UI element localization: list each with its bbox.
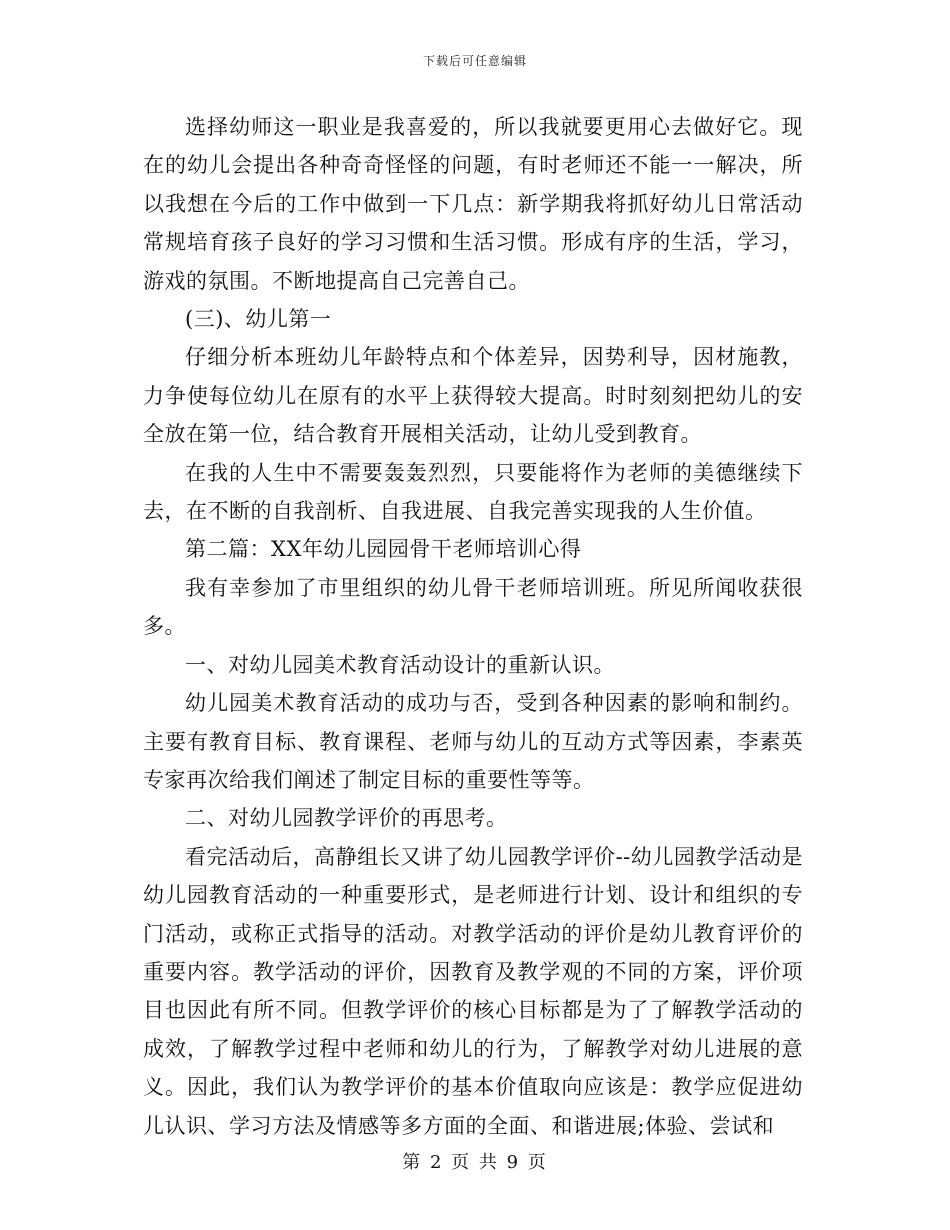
chapter-heading-part-two: 第二篇：XX年幼儿园园骨干老师培训心得: [185, 537, 582, 562]
page-header-note: 下载后可任意编辑: [422, 54, 527, 68]
document-body: [143, 108, 803, 1145]
section-heading-teaching-evaluation: 二、对幼儿园教学评价的再思考。: [185, 806, 508, 831]
page-number-footer: 第 2 页 共 9 页: [402, 1152, 548, 1173]
paragraph-career-choice: 选择幼师这一职业是我喜爱的，所以我就要更用心去做好它。现在的幼儿会提出各种奇奇怪怪的问题，有时老师还不能一一解决，所以我想在今后的工作中做到一下几点：新学期我将抓好幼儿日常活动常规培育孩子良好的学习习惯和生活习惯。形成有序的生活，学习，游戏的氛围。不断地提高自己完善自己。: [143, 115, 803, 293]
paragraph-training-intro: 我有幸参加了市里组织的幼儿骨干老师培训班。所见所闻收获很多。: [143, 575, 803, 639]
paragraph-teaching-evaluation: 看完活动后，高静组长又讲了幼儿园教学评价--幼儿园教学活动是幼儿园教育活动的一种重要形式，是老师进行计划、设计和组织的专门活动，或称正式指导的活动。对教学活动的评价是幼儿教育评价的重要内容。教学活动的评价，因教育及教学观的不同的方案，评价项目也因此有所不同。但教学评价的核心目标都是为了了解教学活动的成效，了解教学过程中老师和幼儿的行为，了解教学对幼儿进展的意义。因此，我们认为教学评价的基本价值取向应该是：教学应促进幼儿认识、学习方法及情感等多方面的全面、和谐进展;体验、尝试和: [143, 844, 803, 1138]
paragraph-individual-differences: 仔细分析本班幼儿年龄特点和个体差异，因势利导，因材施教，力争使每位幼儿在原有的水平上获得较大提高。时时刻刻把幼儿的安全放在第一位，结合教育开展相关活动，让幼儿受到教育。: [143, 345, 803, 447]
paragraph-art-education: 幼儿园美术教育活动的成功与否，受到各种因素的影响和制约。主要有教育目标、教育课程、老师与幼儿的互动方式等因素，李素英专家再次给我们阐述了制定目标的重要性等等。: [143, 691, 803, 792]
paragraph-life-value: 在我的人生中不需要轰轰烈烈，只要能将作为老师的美德继续下去，在不断的自我剖析、自我进展、自我完善实现我的人生价值。: [143, 460, 803, 524]
section-heading-children-first: (三)、幼儿第一: [185, 307, 332, 332]
section-heading-art-education: 一、对幼儿园美术教育活动设计的重新认识。: [185, 652, 615, 677]
